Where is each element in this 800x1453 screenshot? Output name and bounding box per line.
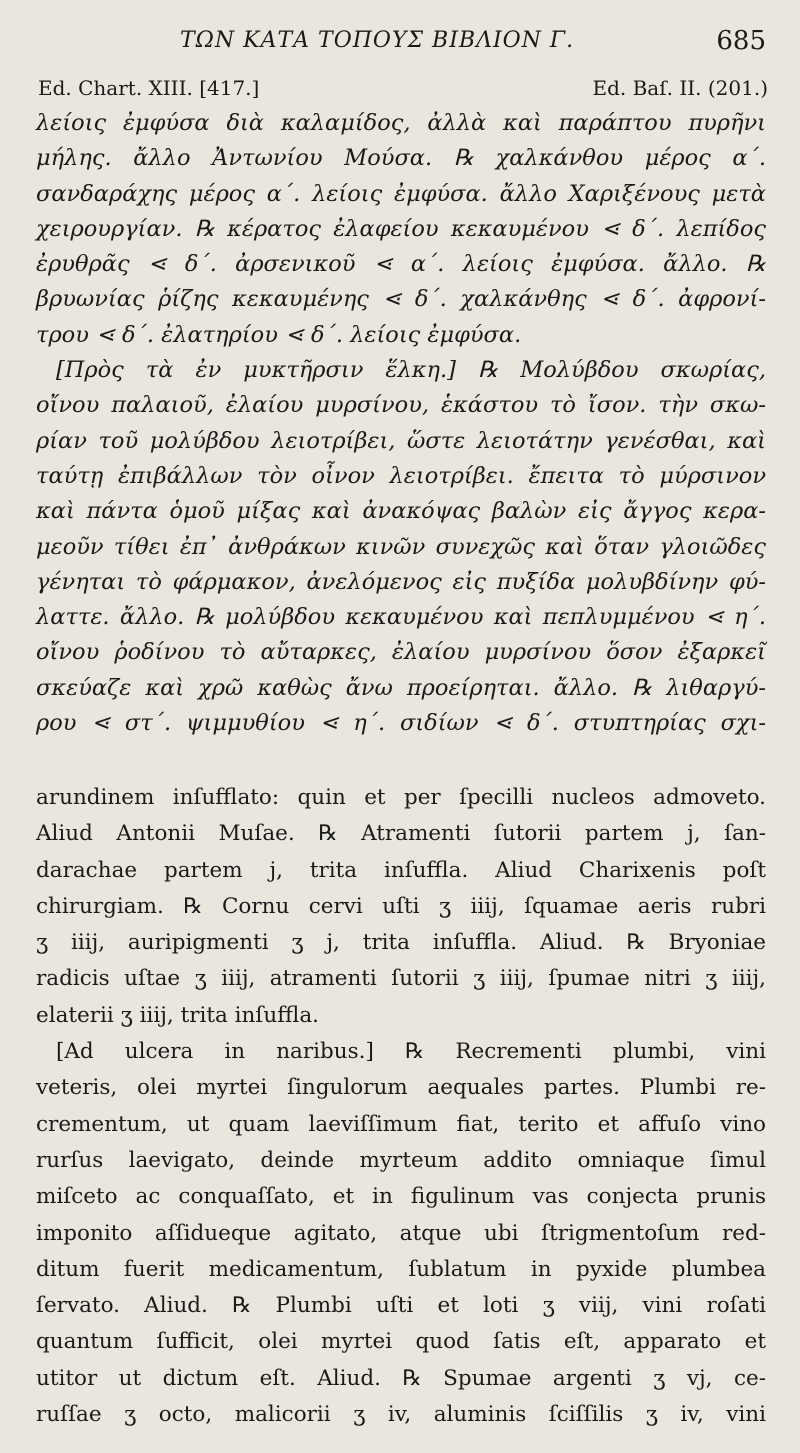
latin-line: arundinem inſufflato: quin et per ſpecilli nucleos admoveto. <box>36 785 766 810</box>
greek-line: μήλης. ἄλλο Ἀντωνίου Μούσα. ℞ χαλκάνθου μέρος α΄. <box>36 145 766 172</box>
greek-line: σανδαράχης μέρος α΄. λείοις ἐμφύσα. ἄλλο Χαριξένους μετὰ <box>36 180 766 207</box>
greek-line: οἴνου ῥοδίνου τὸ αὔταρκες, ἐλαίου μυρσίνου ὅσον ἐξαρκεῖ <box>36 639 766 666</box>
greek-line: λείοις ἐμφύσα διὰ καλαμίδος, ἀλλὰ καὶ παράπτου πυρῆνι <box>36 110 766 136</box>
greek-line: ταύτῃ ἐπιβάλλων τὸν οἶνον λειοτρίβει. ἔπειτα τὸ μύρσινον <box>36 462 766 489</box>
greek-line: [Πρὸς τὰ ἐν μυκτῆρσιν ἕλκη.] ℞ Μολύβδου σκωρίας, <box>56 357 766 384</box>
latin-line: Aliud Antonii Muſae. ℞ Atramenti ſutorii partem j, ſan- <box>36 821 766 847</box>
greek-line: τρου ⋖ δ΄. ἐλατηρίου ⋖ δ΄. λείοις ἐμφύσα. <box>36 321 522 348</box>
latin-text-block <box>36 780 766 1433</box>
page-number: 685 <box>716 26 766 56</box>
greek-text-block <box>36 106 766 741</box>
latin-line: ditum fuerit medicamentum, ſublatum in pyxide plumbea <box>36 1256 766 1282</box>
edition-basel: Ed. Baſ. II. (201.) <box>592 76 768 100</box>
latin-line: radicis uſtae ʒ iiij, atramenti ſutorii ʒ iiij, ſpumae nitri ʒ iiij, <box>36 966 766 992</box>
latin-line: darachae partem j, trita inſuffla. Aliud Charixenis poſt <box>36 857 766 883</box>
greek-line: λαττε. ἄλλο. ℞ μολύβδου κεκαυμένου καὶ πεπλυμμένου ⋖ η΄. <box>36 604 766 631</box>
latin-line: ruſſae ʒ octo, malicorii ʒ iv, aluminis ſciſſilis ʒ iv, vini <box>36 1402 766 1428</box>
latin-line: veteris, olei myrtei ſingulorum aequales partes. Plumbi re- <box>36 1075 766 1101</box>
greek-line: καὶ πάντα ὁμοῦ μίξας καὶ ἀνακόψας βαλὼν εἰς ἄγγος κερα- <box>36 498 766 525</box>
latin-line: ſervato. Aliud. ℞ Plumbi uſti et loti ʒ viij, vini roſati <box>36 1293 766 1319</box>
running-title: ΤΩΝ ΚΑΤΑ ΤΟΠΟΥΣ ΒΙΒΛΙΟΝ Γ. <box>180 28 575 53</box>
greek-line: βρυωνίας ῥίζης κεκαυμένης ⋖ δ΄. χαλκάνθης ⋖ δ΄. ἀφρονί- <box>36 286 766 313</box>
latin-line: crementum, ut quam laeviſſimum fiat, terito et affuſo vino <box>36 1111 766 1137</box>
greek-line: ρου ⋖ στ΄. ψιμμυθίου ⋖ η΄. σιδίων ⋖ δ΄. στυπτηρίας σχι- <box>36 710 766 737</box>
latin-line: ʒ iiij, auripigmenti ʒ j, trita inſuffla. Aliud. ℞ Bryoniae <box>36 930 766 956</box>
latin-line: quantum ſufficit, olei myrtei quod ſatis eſt, apparato et <box>36 1329 766 1355</box>
edition-line <box>38 76 768 106</box>
greek-line: γένηται τὸ φάρμακον, ἀνελόμενος εἰς πυξίδα μολυβδίνην φύ- <box>36 568 766 595</box>
greek-line: ἐρυθρᾶς ⋖ δ΄. ἀρσενικοῦ ⋖ α΄. λείοις ἐμφύσα. ἄλλο. ℞ <box>36 251 766 278</box>
latin-line: imponito aſſidueque agitato, atque ubi ſtrigmentoſum red- <box>36 1220 766 1246</box>
latin-line: miſceto ac conquaſſato, et in figulinum vas conjecta prunis <box>36 1184 766 1210</box>
running-head <box>0 28 800 68</box>
greek-line: σκεύαζε καὶ χρῶ καθὼς ἄνω προείρηται. ἄλλο. ℞ λιθαργύ- <box>36 674 766 701</box>
greek-line: ρίαν τοῦ μολύβδου λειοτρίβει, ὥστε λειοτάτην γενέσθαι, καὶ <box>36 427 766 454</box>
greek-line: μεοῦν τίθει ἐπ᾽ ἀνθράκων κινῶν συνεχῶς καὶ ὅταν γλοιῶδες <box>36 533 766 560</box>
latin-line: elaterii ʒ iiij, trita inſuffla. <box>36 1002 319 1028</box>
latin-line: chirurgiam. ℞ Cornu cervi uſti ʒ iiij, ſquamae aeris rubri <box>36 893 766 919</box>
latin-line: [Ad ulcera in naribus.] ℞ Recrementi plumbi, vini <box>56 1039 766 1065</box>
greek-line: οἴνου παλαιοῦ, ἐλαίου μυρσίνου, ἑκάστου τὸ ἴσον. τὴν σκω- <box>36 392 766 419</box>
greek-line: χειρουργίαν. ℞ κέρατος ἐλαφείου κεκαυμένου ⋖ δ΄. λεπίδος <box>36 215 766 242</box>
edition-chartier: Ed. Chart. XIII. [417.] <box>38 76 260 100</box>
latin-line: utitor ut dictum eſt. Aliud. ℞ Spumae argenti ʒ vj, ce- <box>36 1365 766 1391</box>
latin-line: rurſus laevigato, deinde myrteum addito omniaque ſimul <box>36 1147 766 1173</box>
